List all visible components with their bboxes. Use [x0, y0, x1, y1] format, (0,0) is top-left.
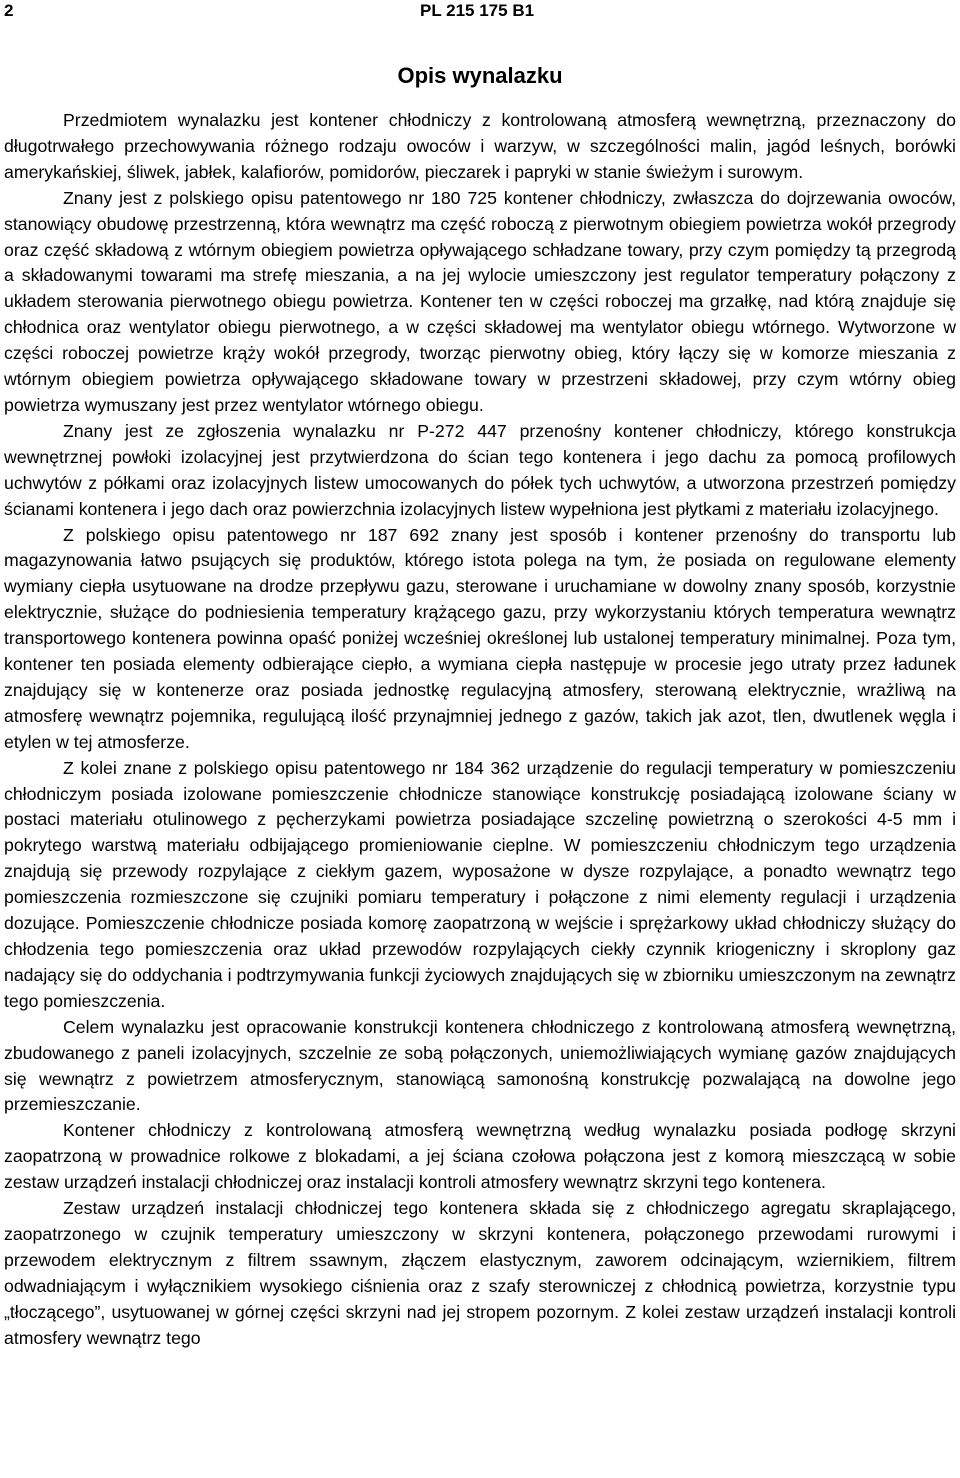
paragraph-prior-art-187692: Z polskiego opisu patentowego nr 187 692 znany jest sposób i kontener przenośny do transportu lub magazynowania łatwo psujących się produktów, którego istota polega na tym, że posiada on regulowane elementy wymiany ciepła usytuowane na drodze przepływu gazu, sterowane i uruchamiane w dowolny znany sposób, korzystnie elektrycznie, służące do podniesienia temperatury krążącego gazu, przy wykorzystaniu których temperatura wewnątrz transportowego kontenera powinna opaść poniżej wcześniej określonej lub ustalonej temperatury minimalnej. Poza tym, kontener ten posiada elementy odbierające ciepło, a wymiana ciepła następuje w procesie jego utraty przez ładunek znajdujący się w kontenerze oraz posiada jednostkę regulacyjną atmosfery, sterowaną elektrycznie, wrażliwą na atmosferę wewnątrz pojemnika, regulującą ilość przynajmniej jednego z gazów, takich jak azot, tlen, dwutlenek węgla i etylen w tej atmosferze. — [4, 524, 956, 752]
page-number: 2 — [4, 1, 14, 20]
paragraph-refrigeration-installation: Zestaw urządzeń instalacji chłodniczej tego kontenera składa się z chłodniczego agregatu skraplającego, zaopatrzonego w czujnik temperatury umieszczony w skrzyni kontenera, połączonego przewodami rurowymi i przewodem elektrycznym z filtrem ssawnym, złączem elastycznym, zaworem odcinającym, wziernikiem, filtrem odwadniającym i wyłącznikiem wysokiego ciśnienia oraz z szafy sterowniczej z chłodnicą powietrza, korzystnie typu „tłoczącego”, usytuowanej w górnej części skrzyni nad jej stropem pozornym. Z kolei zestaw urządzeń instalacji kontroli atmosfery wewnątrz tego — [4, 1198, 956, 1348]
page-header — [4, 0, 960, 22]
document-body — [4, 108, 956, 1352]
paragraph-prior-art-p272447: Znany jest ze zgłoszenia wynalazku nr P-272 447 przenośny kontener chłodniczy, którego konstrukcja wewnętrznej powłoki izolacyjnej jest przytwierdzona do ścian tego kontenera i jego dachu za pomocą profilowych uchwytów z półkami oraz izolacyjnych listew umocowanych do półek tych uchwytów, a utworzona przestrzeń pomiędzy ścianami kontenera i jego dach oraz powierzchnia izolacyjnych listew wypełniona jest płytkami z materiału izolacyjnego. — [4, 420, 956, 519]
paragraph-invention-summary: Kontener chłodniczy z kontrolowaną atmosferą wewnętrzną według wynalazku posiada podłogę skrzyni zaopatrzoną w prowadnice rolkowe z blokadami, a jej ściana czołowa połączona jest z komorą mieszczącą w sobie zestaw urządzeń instalacji chłodniczej oraz instalacji kontroli atmosfery wewnątrz skrzyni tego kontenera. — [4, 1120, 956, 1193]
patent-number: PL 215 175 B1 — [420, 1, 535, 20]
paragraph-prior-art-184362: Z kolei znane z polskiego opisu patentowego nr 184 362 urządzenie do regulacji temperatury w pomieszczeniu chłodniczym posiada izolowane pomieszczenie chłodnicze stanowiące konstrukcję posiadającą izolowane ściany w postaci materiału otulinowego z pęcherzykami powietrza posiadające szczelinę powietrzną o szerokości 4-5 mm i pokrytego warstwą materiału odbijającego promieniowanie cieplne. W pomieszczeniu chłodniczym tego urządzenia znajdują się przewody rozpylające z ciekłym gazem, wyposażone w dysze rozpylające, a ponadto wewnątrz tego pomieszczenia rozmieszczone się czujniki pomiaru temperatury i połączone z nimi elementy regulacji i urządzenia dozujące. Pomieszczenie chłodnicze posiada komorę zaopatrzoną w wejście i sprężarkowy układ chłodniczy służący do chłodzenia tego pomieszczenia oraz układ przewodów rozpylających ciekły czynnik kriogeniczny i skroplony gaz nadający się do oddychania i podtrzymywania funkcji życiowych znajdujących się w zbiorniku umieszczonym na zewnątrz tego pomieszczenia. — [4, 757, 956, 1011]
paragraph-subject: Przedmiotem wynalazku jest kontener chłodniczy z kontrolowaną atmosferą wewnętrzną, przeznaczony do długotrwałego przechowywania różnego rodzaju owoców i warzyw, w szczególności malin, jagód leśnych, borówki amerykańskiej, śliwek, jabłek, kalafiorów, pomidorów, pieczarek i papryki w stanie świeżym i surowym. — [4, 110, 956, 182]
paragraph-objective: Celem wynalazku jest opracowanie konstrukcji kontenera chłodniczego z kontrolowaną atmosferą wewnętrzną, zbudowanego z paneli izolacyjnych, szczelnie ze sobą połączonych, uniemożliwiających wymianę gazów znajdujących się wewnątrz z powietrzem atmosferycznym, stanowiącą samonośną konstrukcję pozwalającą na dowolne jego przemieszczanie. — [4, 1016, 956, 1115]
paragraph-prior-art-180725: Znany jest z polskiego opisu patentowego nr 180 725 kontener chłodniczy, zwłaszcza do dojrzewania owoców, stanowiący obudowę przestrzenną, która wewnątrz ma część roboczą z pierwotnym obiegiem powietrza wokół przegrody oraz część składową z wtórnym obiegiem powietrza opływającego schładzane towary, przy czym pomiędzy tą przegrodą a składowanymi towarami ma strefę mieszania, a na jej wylocie umieszczony jest regulator temperatury połączony z układem sterowania pierwotnego obiegu powietrza. Kontener ten w części roboczej ma grzałkę, nad którą znajduje się chłodnica oraz wentylator obiegu pierwotnego, a w części składowej ma wentylator obiegu wtórnego. Wytworzone w części roboczej powietrze krąży wokół przegrody, tworząc pierwotny obieg, który łączy się w komorze mieszania z wtórnym obiegiem powietrza opływającego składowane towary w przestrzeni składowej, przy czym wtórny obieg powietrza wymuszany jest przez wentylator wtórnego obiegu. — [4, 187, 956, 415]
document-title: Opis wynalazku — [397, 63, 563, 88]
